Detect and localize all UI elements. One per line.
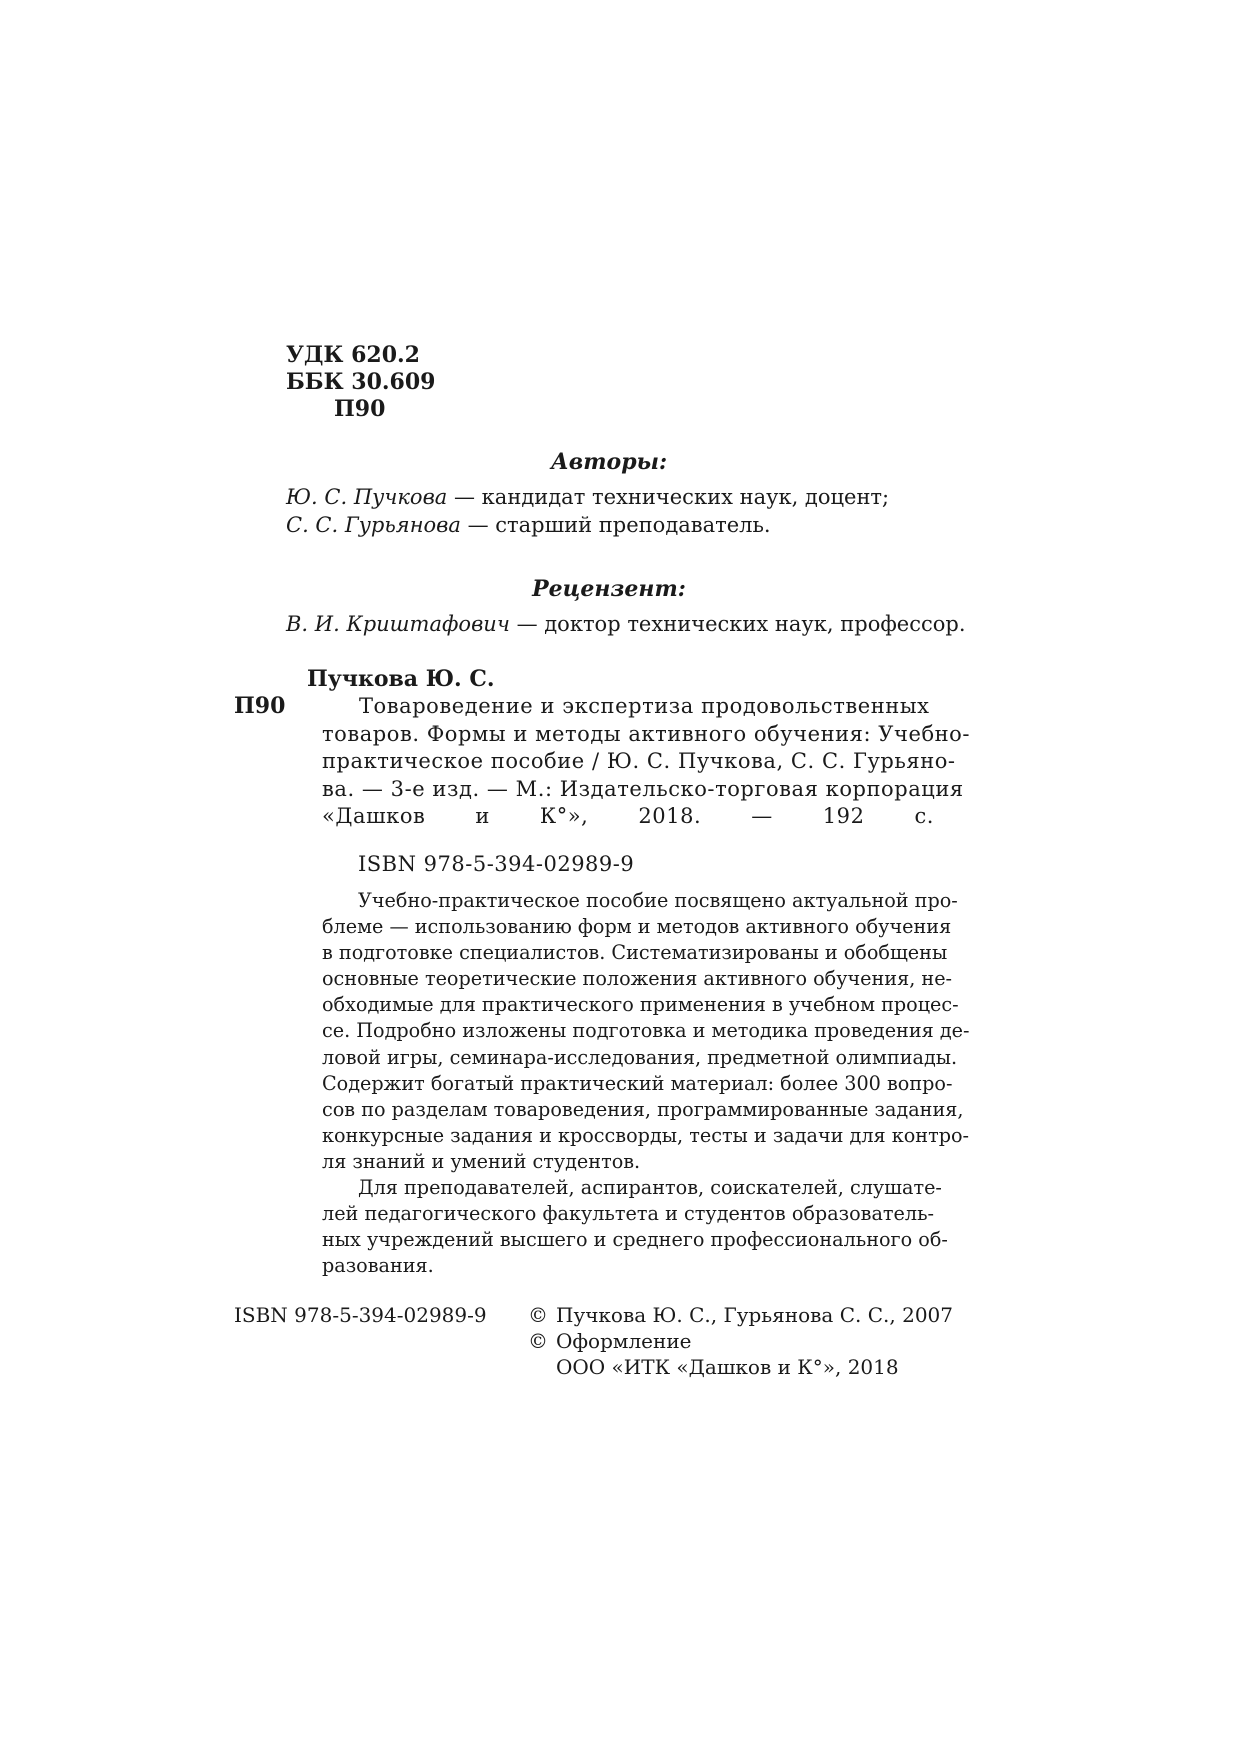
author-line-1 <box>286 484 889 510</box>
abstract-line: се. Подробно изложены подготовка и методика проведения де- <box>322 1019 970 1043</box>
bib-line: практическое пособие / Ю. С. Пучкова, С. С. Гурьяно- <box>322 749 956 773</box>
reviewer-line <box>286 611 966 637</box>
footer-isbn: ISBN 978-5-394-02989-9 <box>234 1303 487 1327</box>
abstract-line: Содержит богатый практический материал: более 300 вопро- <box>322 1071 953 1095</box>
abstract-line: блеме — использованию форм и методов активного обучения <box>322 915 952 939</box>
author-name: С. С. Гурьянова <box>286 513 461 537</box>
copyright-icon: © <box>528 1329 548 1353</box>
reviewer-heading: Рецензент: <box>532 576 686 602</box>
bibliographic-description <box>322 693 971 831</box>
copyright-text: Оформление <box>556 1329 692 1353</box>
author-role: — кандидат технических наук, доцент; <box>447 485 890 509</box>
abstract-line: Учебно-практическое пособие посвящено актуальной про- <box>358 889 958 912</box>
udk-code: УДК 620.2 <box>286 342 420 368</box>
authors-heading: Авторы: <box>550 449 668 475</box>
abstract-line: в подготовке специалистов. Систематизированы и обобщены <box>322 941 948 965</box>
bib-line: Товароведение и экспертиза продовольственных <box>359 694 930 718</box>
copyright-line-2 <box>528 1329 692 1354</box>
author-line-2 <box>286 512 771 538</box>
abstract-line: Для преподавателей, аспирантов, соискателей, слушате- <box>358 1176 942 1200</box>
abstract-line: основные теоретические положения активного обучения, не- <box>322 967 953 991</box>
abstract-line: ловой игры, семинара-исследования, предметной олимпиады. <box>322 1045 958 1069</box>
abstract-line: сов по разделам товароведения, программированные задания, <box>322 1097 964 1121</box>
author-name: Ю. С. Пучкова <box>286 485 448 509</box>
author-mark: П90 <box>334 396 386 422</box>
abstract-line: конкурсные задания и кроссворды, тесты и задачи для контро- <box>322 1123 970 1147</box>
abstract-line: ных учреждений высшего и среднего профессионального об- <box>322 1228 948 1252</box>
reviewer-role: — доктор технических наук, профессор. <box>509 612 966 636</box>
abstract-line: обходимые для практического применения в учебном процес- <box>322 993 959 1017</box>
copyright-line-3: ООО «ИТК «Дашков и К°», 2018 <box>556 1355 899 1379</box>
author-role: — старший преподаватель. <box>460 513 771 537</box>
abstract-line: ля знаний и умений студентов. <box>322 1149 641 1173</box>
copyright-icon: © <box>528 1303 548 1327</box>
copyright-text: Пучкова Ю. С., Гурьянова С. С., 2007 <box>556 1303 953 1327</box>
bib-line: «Дашков и К°», 2018. — 192 с. <box>322 804 934 828</box>
reviewer-name: В. И. Криштафович <box>286 612 510 636</box>
bib-line: ва. — 3-е изд. — М.: Издательско-торговая корпорация <box>322 776 964 801</box>
entry-isbn: ISBN 978-5-394-02989-9 <box>358 852 635 876</box>
bib-line: товаров. Формы и методы активного обучения: Учебно- <box>322 721 971 746</box>
entry-code: П90 <box>234 693 286 719</box>
abstract <box>322 888 970 1279</box>
abstract-line: лей педагогического факультета и студентов образователь- <box>322 1202 934 1226</box>
entry-main-author: Пучкова Ю. С. <box>307 666 495 692</box>
copyright-line-1 <box>528 1303 953 1328</box>
abstract-line: разования. <box>322 1254 434 1278</box>
bbk-code: ББК 30.609 <box>286 369 436 395</box>
